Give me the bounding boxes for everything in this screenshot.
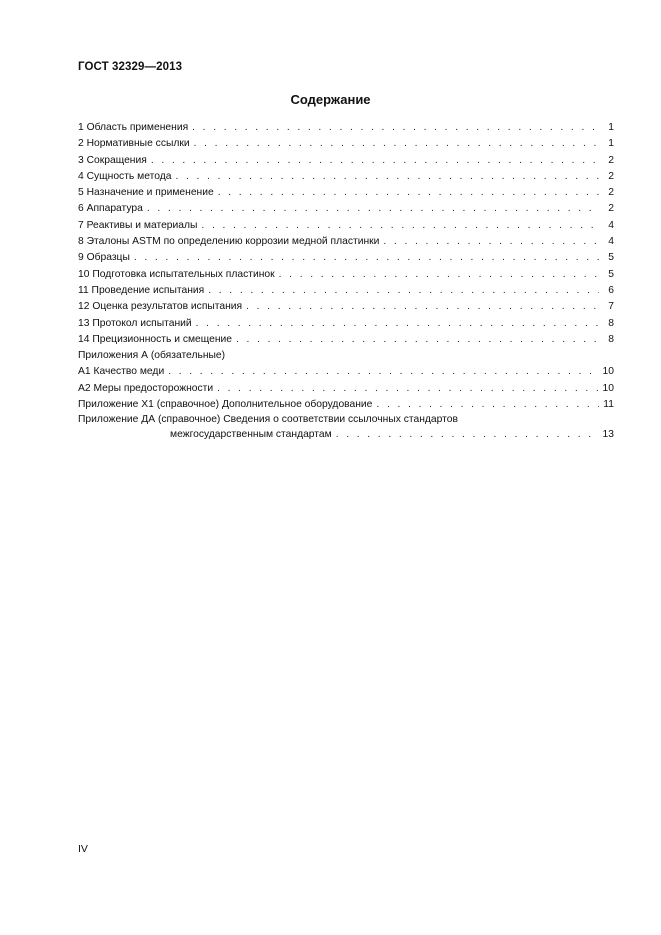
toc-entry[interactable] (78, 267, 614, 283)
toc-entry[interactable] (78, 201, 614, 217)
toc-entry-label: 11 Проведение испытания (78, 284, 205, 296)
toc-leader (217, 381, 599, 397)
toc-entry-page: 4 (608, 219, 614, 231)
toc-leader (246, 299, 599, 315)
toc-entry[interactable] (78, 299, 614, 315)
toc-entry-page: 2 (608, 203, 614, 215)
toc-entry-label: Приложения А (обязательные) (78, 350, 226, 362)
toc-entry-page: 7 (608, 301, 614, 313)
toc-leader (151, 153, 599, 169)
toc-entry[interactable] (78, 381, 614, 397)
toc-entry-page: 8 (608, 317, 614, 329)
toc-leader (208, 283, 599, 299)
toc-leader (336, 427, 599, 443)
toc-entry[interactable] (78, 283, 614, 299)
toc-entry[interactable] (78, 153, 614, 169)
toc-entry-label: 10 Подготовка испытательных пластинок (78, 268, 275, 280)
toc-entry-page: 5 (608, 252, 614, 264)
toc-leader (192, 120, 599, 136)
toc-leader (194, 136, 599, 152)
toc-leader (279, 267, 599, 283)
toc-entry-page: 8 (608, 333, 614, 345)
toc-leader (134, 250, 599, 266)
toc-entry-page: 5 (608, 268, 614, 280)
toc-entry-page: 1 (608, 138, 614, 150)
toc-entry[interactable] (78, 364, 614, 380)
toc-leader (376, 397, 599, 413)
toc-entry[interactable] (78, 218, 614, 234)
toc-leader (218, 185, 599, 201)
toc-entry-page: 4 (608, 236, 614, 248)
toc-entry-continuation[interactable] (78, 427, 614, 443)
toc-entry-page: 10 (602, 366, 614, 378)
toc-leader (147, 201, 599, 217)
toc-entry[interactable] (78, 185, 614, 201)
toc-entry-label: Приложение ДА (справочное) Сведения о соответствии ссылочных стандартов (78, 414, 458, 426)
toc-entry-label: 14 Прецизионность и смещение (78, 333, 233, 345)
toc-entry[interactable] (78, 234, 614, 250)
toc-section-heading (78, 348, 614, 364)
toc-entry[interactable] (78, 332, 614, 348)
toc-leader (196, 316, 599, 332)
toc-entry-label: 12 Оценка результатов испытания (78, 301, 243, 313)
toc-entry[interactable] (78, 120, 614, 136)
toc-entry[interactable] (78, 397, 614, 413)
toc-entry[interactable] (78, 136, 614, 152)
table-of-contents (78, 120, 614, 444)
page-number: IV (78, 843, 88, 855)
toc-entry-page: 2 (608, 187, 614, 199)
document-header: ГОСТ 32329—2013 (78, 61, 183, 73)
toc-entry[interactable] (78, 316, 614, 332)
toc-entry-label: 9 Образцы (78, 252, 130, 264)
toc-entry-label: 6 Аппаратура (78, 203, 143, 215)
toc-entry-label: А2 Меры предосторожности (78, 382, 214, 394)
toc-entry-page: 2 (608, 170, 614, 182)
toc-entry-label: 13 Протокол испытаний (78, 317, 192, 329)
toc-entry-label: 2 Нормативные ссылки (78, 138, 190, 150)
toc-entry-label: 3 Сокращения (78, 154, 147, 166)
toc-entry-page: 13 (602, 429, 614, 441)
toc-leader (383, 234, 599, 250)
toc-entry[interactable] (78, 413, 614, 427)
toc-entry[interactable] (78, 169, 614, 185)
toc-leader (236, 332, 599, 348)
toc-entry-page: 10 (602, 382, 614, 394)
toc-entry-label: межгосударственным стандартам (170, 429, 332, 441)
toc-entry[interactable] (78, 250, 614, 266)
toc-entry-page: 2 (608, 154, 614, 166)
toc-leader (201, 218, 599, 234)
toc-entry-page: 1 (608, 122, 614, 133)
toc-entry-label: 1 Область применения (78, 122, 189, 133)
toc-entry-label: 7 Реактивы и материалы (78, 219, 198, 231)
toc-entry-label: А1 Качество меди (78, 366, 165, 378)
toc-leader (175, 169, 599, 185)
toc-entry-page: 6 (608, 284, 614, 296)
toc-entry-label: 4 Сущность метода (78, 170, 172, 182)
toc-entry-label: Приложение Х1 (справочное) Дополнительное оборудование (78, 399, 373, 411)
toc-entry-label: 8 Эталоны ASTM по определению коррозии медной пластинки (78, 236, 380, 248)
toc-entry-label: 5 Назначение и применение (78, 187, 214, 199)
toc-entry-page: 11 (603, 399, 614, 411)
page-title: Содержание (290, 92, 371, 107)
toc-leader (168, 364, 599, 380)
